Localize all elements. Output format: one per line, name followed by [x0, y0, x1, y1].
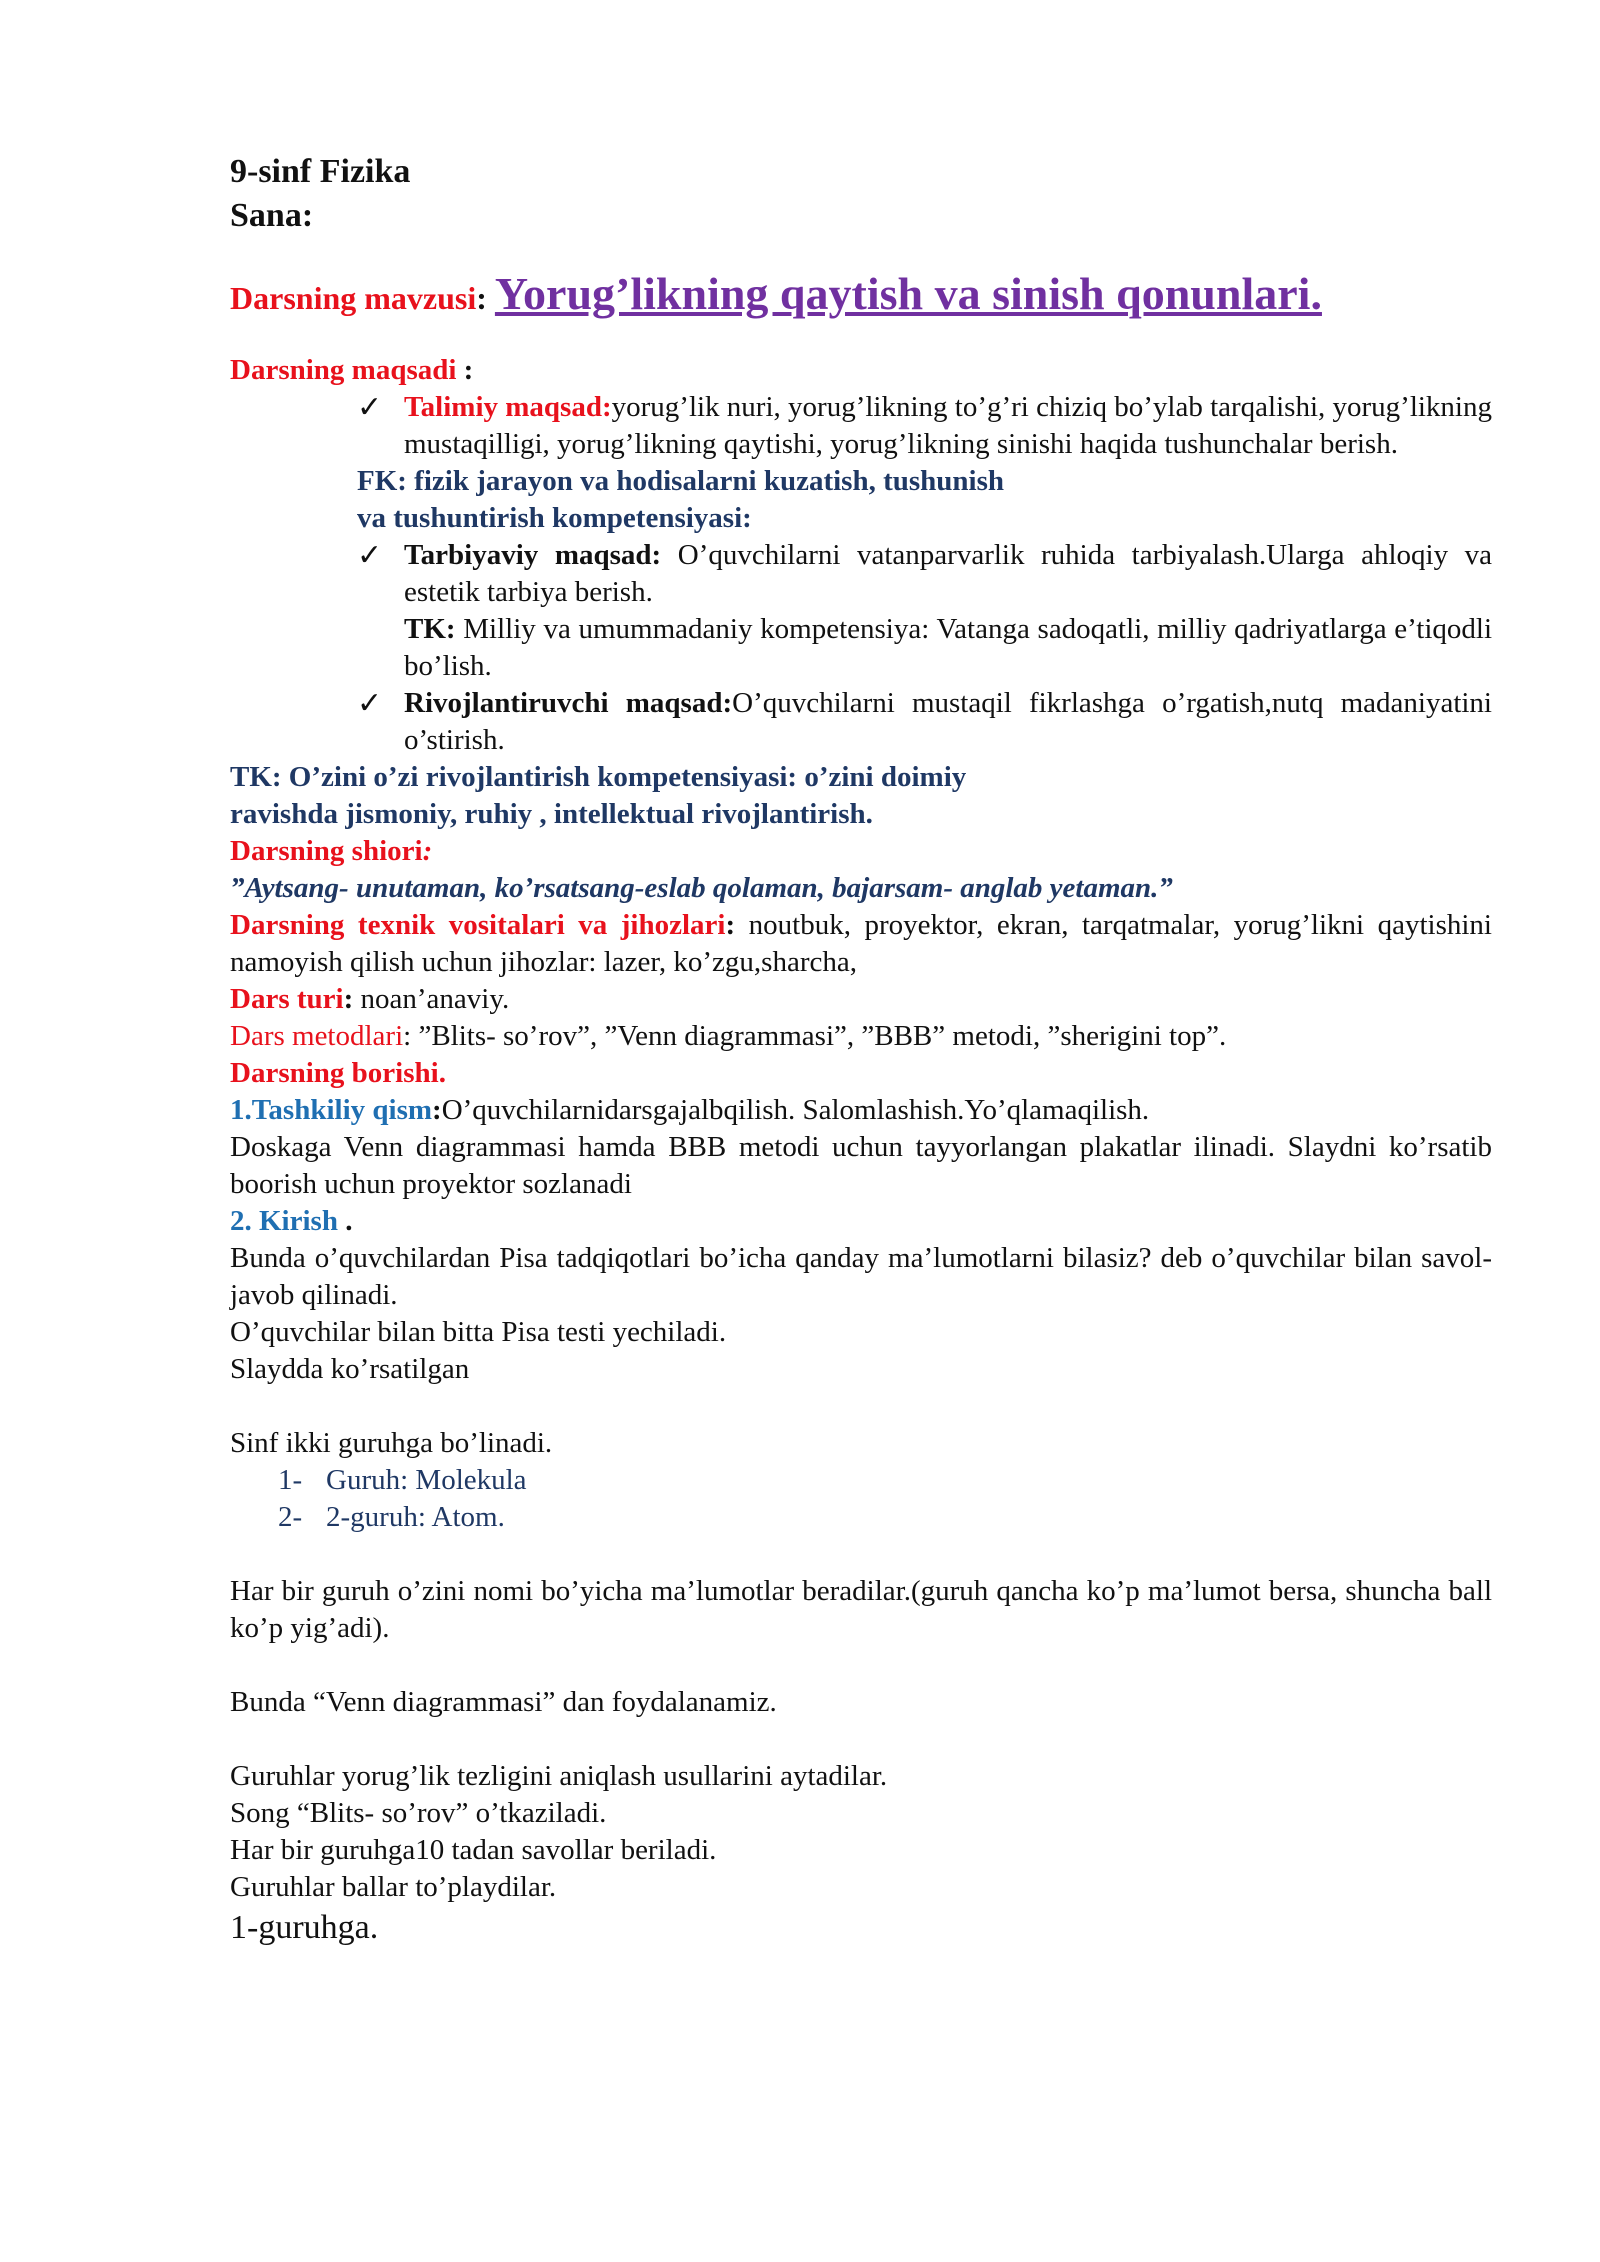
goals-heading — [230, 352, 1492, 389]
final-line: Song “Blits- so’rov” o’tkaziladi. — [230, 1797, 607, 1829]
intro-suffix: . — [337, 1205, 353, 1237]
org-part-text: O’quvchilarnidarsgajalbqilish. Salomlashish.Yo’qlamaqilish. — [441, 1094, 1150, 1126]
goals-colon: : — [456, 354, 474, 386]
upbringing-goal-label: Tarbiyaviy maqsad: — [404, 539, 662, 571]
checkmark-icon: ✓ — [357, 391, 383, 424]
methods-text: : ”Blits- so’rov”, ”Venn diagrammasi”, ”BBB” metodi, ”sherigini top”. — [403, 1020, 1227, 1052]
developmental-goal-text: O’quvchilarni mustaqil fikrlashga o’rgatish,nutq madaniyatini o’stirish. — [404, 687, 1492, 756]
intro-label: 2. Kirish — [230, 1205, 338, 1237]
developmental-goal-label: Rivojlantiruvchi maqsad: — [404, 687, 733, 719]
educational-goal-text: yorug’lik nuri, yorug’likning to’g’ri chiziq bo’ylab tarqalishi, yorug’likning mustaqilligi, yorug’likning qaytishi, yorug’likning sinishi haqida tushunchalar berish. — [404, 391, 1492, 460]
developmental-goal — [230, 685, 1492, 759]
final-line: Guruhlar yorug’lik tezligini aniqlash usullarini aytadilar. — [230, 1760, 888, 1792]
goals-label: Darsning maqsadi — [230, 354, 457, 386]
date-label: Sana: — [230, 197, 314, 234]
lesson-type-text: noan’anaviy. — [353, 983, 510, 1015]
list-number: 2- — [278, 1501, 303, 1533]
topic-label: Darsning mavzusi — [230, 280, 477, 316]
tk-national-competence — [230, 611, 1492, 685]
list-item — [278, 1462, 1492, 1499]
equipment-colon: : — [725, 909, 736, 941]
motto-text: ”Aytsang- unutaman, ko’rsatsang-eslab qolaman, bajarsam- anglab yetaman.” — [230, 872, 1173, 904]
procedure-label: Darsning borishi. — [230, 1057, 446, 1089]
tk1-label: TK: — [404, 613, 456, 645]
list-item — [278, 1499, 1492, 1536]
list-text: 2-guruh: Atom. — [326, 1501, 505, 1533]
tk-self-development-1: TK: O’zini o’zi rivojlantirish kompetensiyasi: o’zini doimiy — [230, 761, 967, 793]
topic-row — [230, 266, 1492, 326]
list-text: Guruh: Molekula — [326, 1464, 527, 1496]
fk-line-2: va tushuntirish kompetensiyasi: — [357, 502, 752, 534]
class-subject: 9-sinf Fizika — [230, 153, 411, 190]
groups-intro: Sinf ikki guruhga bo’linadi. — [230, 1427, 553, 1459]
final-line: Har bir guruhga10 tadan savollar beriladi. — [230, 1834, 717, 1866]
intro-line: Bunda o’quvchilardan Pisa tadqiqotlari bo’icha qanday ma’lumotlarni bilasiz? deb o’quvchilar bilan savol- javob qilinadi. — [230, 1242, 1492, 1311]
list-number: 1- — [278, 1464, 303, 1496]
organizational-part — [230, 1092, 1492, 1129]
motto-label: Darsning shiori — [230, 835, 423, 867]
intro-line: O’quvchilar bilan bitta Pisa testi yechiladi. — [230, 1316, 727, 1348]
motto-heading — [230, 833, 1492, 870]
equipment-label: Darsning texnik vositalari va jihozlari — [230, 909, 726, 941]
tk1-text: Milliy va umummadaniy kompetensiya: Vatanga sadoqatli, milliy qadriyatlarga e’tiqodli bo’lish. — [404, 613, 1492, 682]
upbringing-goal-text: O’quvchilarni vatanparvarlik ruhida tarbiyalash.Ularga ahloqiy va estetik tarbiya berish. — [404, 539, 1492, 608]
org-part-colon: : — [432, 1094, 442, 1126]
group-list — [230, 1462, 1492, 1536]
methods-label: Dars metodlari — [230, 1020, 404, 1052]
upbringing-goal — [230, 537, 1492, 611]
educational-goal-label: Talimiy maqsad: — [404, 391, 612, 423]
equipment — [230, 907, 1492, 981]
org-part-label: 1.Tashkiliy qism — [230, 1094, 433, 1126]
lesson-type — [230, 981, 1492, 1018]
tk-self-development-2: ravishda jismoniy, ruhiy , intellektual rivojlantirish. — [230, 798, 873, 830]
topic-colon: : — [476, 280, 487, 316]
board-text: Doskaga Venn diagrammasi hamda BBB metodi uchun tayyorlangan plakatlar ilinadi. Slaydni ko’rsatib boorish uchun proyektor sozlanadi — [230, 1131, 1492, 1200]
checkmark-icon: ✓ — [357, 687, 383, 720]
educational-goal — [230, 389, 1492, 463]
intro-heading — [230, 1203, 1492, 1240]
topic-title: Yorug’likning qaytish va sinish qonunlari. — [494, 268, 1322, 319]
group-info: Har bir guruh o’zini nomi bo’yicha ma’lumotlar beradilar.(guruh qancha ko’p ma’lumot bersa, shuncha ball ko’p yig’adi). — [230, 1575, 1492, 1644]
lesson-plan — [230, 150, 1492, 1950]
equipment-text: noutbuk, proyektor, ekran, tarqatmalar, yorug’likni qaytishini namoyish qilish uchun jihozlar: lazer, ko’zgu,sharcha, — [230, 909, 1492, 978]
lesson-type-label: Dars turi — [230, 983, 344, 1015]
venn-line: Bunda “Venn diagrammasi” dan foydalanamiz. — [230, 1686, 777, 1718]
checkmark-icon: ✓ — [357, 539, 383, 572]
methods — [230, 1018, 1492, 1055]
last-line: 1-guruhga. — [230, 1909, 379, 1946]
lesson-type-colon: : — [343, 983, 354, 1015]
final-line: Guruhlar ballar to’playdilar. — [230, 1871, 557, 1903]
motto-colon: : — [422, 835, 433, 867]
intro-line: Slaydda ko’rsatilgan — [230, 1353, 470, 1385]
fk-line-1: FK: fizik jarayon va hodisalarni kuzatish, tushunish — [357, 465, 1005, 497]
